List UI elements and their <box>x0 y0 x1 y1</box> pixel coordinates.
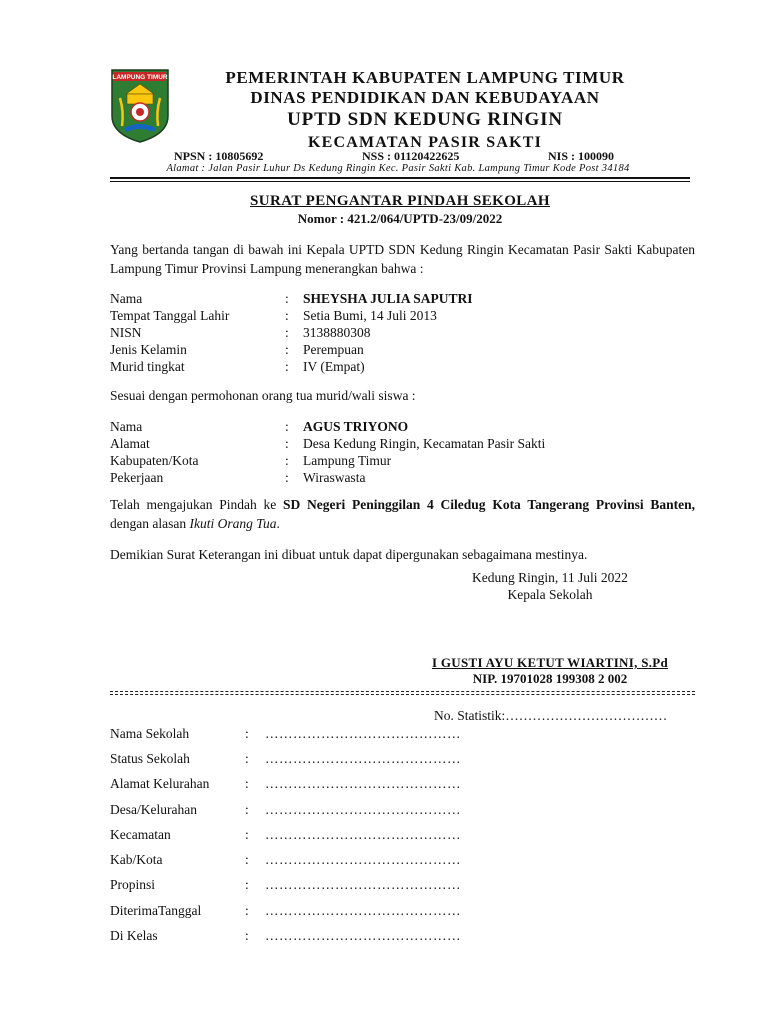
transfer-pre: Telah mengajukan Pindah ke <box>110 497 284 512</box>
transfer-paragraph <box>110 495 695 533</box>
signer-name: I GUSTI AYU KETUT WIARTINI, S.Pd <box>431 655 669 670</box>
field-label: Nama <box>110 419 143 434</box>
parent-occupation: Wiraswasta <box>303 470 366 485</box>
header-rule <box>110 177 690 179</box>
colon: : <box>285 359 289 374</box>
receipt-label: Di Kelas <box>110 928 158 943</box>
transfer-mid: dengan alasan <box>110 516 190 531</box>
colon: : <box>285 470 289 485</box>
blank-line: …………………………………… <box>265 802 461 817</box>
blank-line: …………………………………… <box>265 726 461 741</box>
parent-regency: Lampung Timur <box>303 453 392 468</box>
nss: NSS : 01120422625 <box>362 149 460 163</box>
student-name: SHEYSHA JULIA SAPUTRI <box>303 291 473 306</box>
colon: : <box>245 776 249 791</box>
field-label: Jenis Kelamin <box>110 342 187 357</box>
student-grade: IV (Empat) <box>303 359 365 374</box>
colon: : <box>285 308 289 323</box>
transfer-reason: Ikuti Orang Tua <box>189 516 277 531</box>
field-label: Murid tingkat <box>110 359 185 374</box>
statistic-label: No. Statistik: <box>434 708 506 723</box>
student-nisn: 3138880308 <box>303 325 371 340</box>
signer-nip: NIP. 19701028 199308 2 002 <box>472 671 628 686</box>
receipt-label: Status Sekolah <box>110 751 190 766</box>
colon: : <box>245 877 249 892</box>
receipt-label: Kecamatan <box>110 827 171 842</box>
field-label: NISN <box>110 325 142 340</box>
receipt-label: Kab/Kota <box>110 852 163 867</box>
colon: : <box>245 802 249 817</box>
place-date: Kedung Ringin, 11 Juli 2022 <box>472 570 628 585</box>
field-label: Kabupaten/Kota <box>110 453 199 468</box>
npsn: NPSN : 10805692 <box>174 149 264 163</box>
receipt-label: Desa/Kelurahan <box>110 802 197 817</box>
blank-line: …………………………………… <box>265 903 461 918</box>
colon: : <box>285 291 289 306</box>
colon: : <box>285 342 289 357</box>
student-gender: Perempuan <box>303 342 364 357</box>
student-birth: Setia Bumi, 14 Juli 2013 <box>303 308 437 323</box>
letterhead-department: DINAS PENDIDIKAN DAN KEBUDAYAAN <box>250 88 600 107</box>
letterhead-district: KECAMATAN PASIR SAKTI <box>307 134 543 151</box>
field-label: Nama <box>110 291 143 306</box>
nis: NIS : 100090 <box>548 149 615 163</box>
field-label: Pekerjaan <box>110 470 164 485</box>
letterhead-government: PEMERINTAH KABUPATEN LAMPUNG TIMUR <box>225 68 625 87</box>
letter-number: Nomor : 421.2/064/UPTD-23/09/2022 <box>297 211 503 226</box>
colon: : <box>245 852 249 867</box>
colon: : <box>285 436 289 451</box>
lampung-timur-emblem <box>110 68 170 144</box>
field-label: Alamat <box>110 436 150 451</box>
blank-line: …………………………………… <box>265 827 461 842</box>
statistic-number-row <box>434 708 667 724</box>
parent-address: Desa Kedung Ringin, Kecamatan Pasir Sakti <box>303 436 546 451</box>
colon: : <box>245 928 249 943</box>
receipt-label: Alamat Kelurahan <box>110 776 210 791</box>
signer-position: Kepala Sekolah <box>507 587 593 602</box>
colon: : <box>245 903 249 918</box>
colon: : <box>285 325 289 340</box>
statistic-dots: ……………………………… <box>505 708 668 723</box>
letter-title: SURAT PENGANTAR PINDAH SEKOLAH <box>250 193 550 209</box>
receipt-label: DiterimaTanggal <box>110 903 202 918</box>
blank-line: …………………………………… <box>265 877 461 892</box>
intro-paragraph: Yang bertanda tangan di bawah ini Kepala UPTD SDN Kedung Ringin Kecamatan Pasir Sakti Kabupaten Lampung Timur Provinsi Lampung menerangkan bahwa : <box>110 242 695 276</box>
svg-text:LAMPUNG TIMUR: LAMPUNG TIMUR <box>112 74 168 81</box>
blank-line: …………………………………… <box>265 776 461 791</box>
colon: : <box>285 453 289 468</box>
blank-line: …………………………………… <box>265 852 461 867</box>
letterhead <box>175 68 675 154</box>
colon: : <box>245 751 249 766</box>
cut-line <box>110 691 695 692</box>
cut-line-2 <box>110 694 695 695</box>
colon: : <box>245 827 249 842</box>
school-address: Alamat : Jalan Pasir Luhur Ds Kedung Ringin Kec. Pasir Sakti Kab. Lampung Timur Kode Post 34184 <box>166 163 630 174</box>
transfer-end: . <box>276 516 280 531</box>
parent-name: AGUS TRIYONO <box>303 419 409 434</box>
parent-intro: Sesuai dengan permohonan orang tua murid/wali siswa : <box>110 388 416 403</box>
closing-paragraph: Demikian Surat Keterangan ini dibuat untuk dapat dipergunakan sebagaimana mestinya. <box>110 547 588 562</box>
receipt-label: Propinsi <box>110 877 156 892</box>
letterhead-school: UPTD SDN KEDUNG RINGIN <box>287 109 563 130</box>
colon: : <box>285 419 289 434</box>
receipt-label: Nama Sekolah <box>110 726 190 741</box>
blank-line: …………………………………… <box>265 928 461 943</box>
colon: : <box>245 726 249 741</box>
field-label: Tempat Tanggal Lahir <box>110 308 230 323</box>
blank-line: …………………………………… <box>265 751 461 766</box>
header-rule-thin <box>110 181 690 182</box>
destination-school: SD Negeri Peninggilan 4 Ciledug Kota Tangerang Provinsi Banten, <box>283 497 695 512</box>
